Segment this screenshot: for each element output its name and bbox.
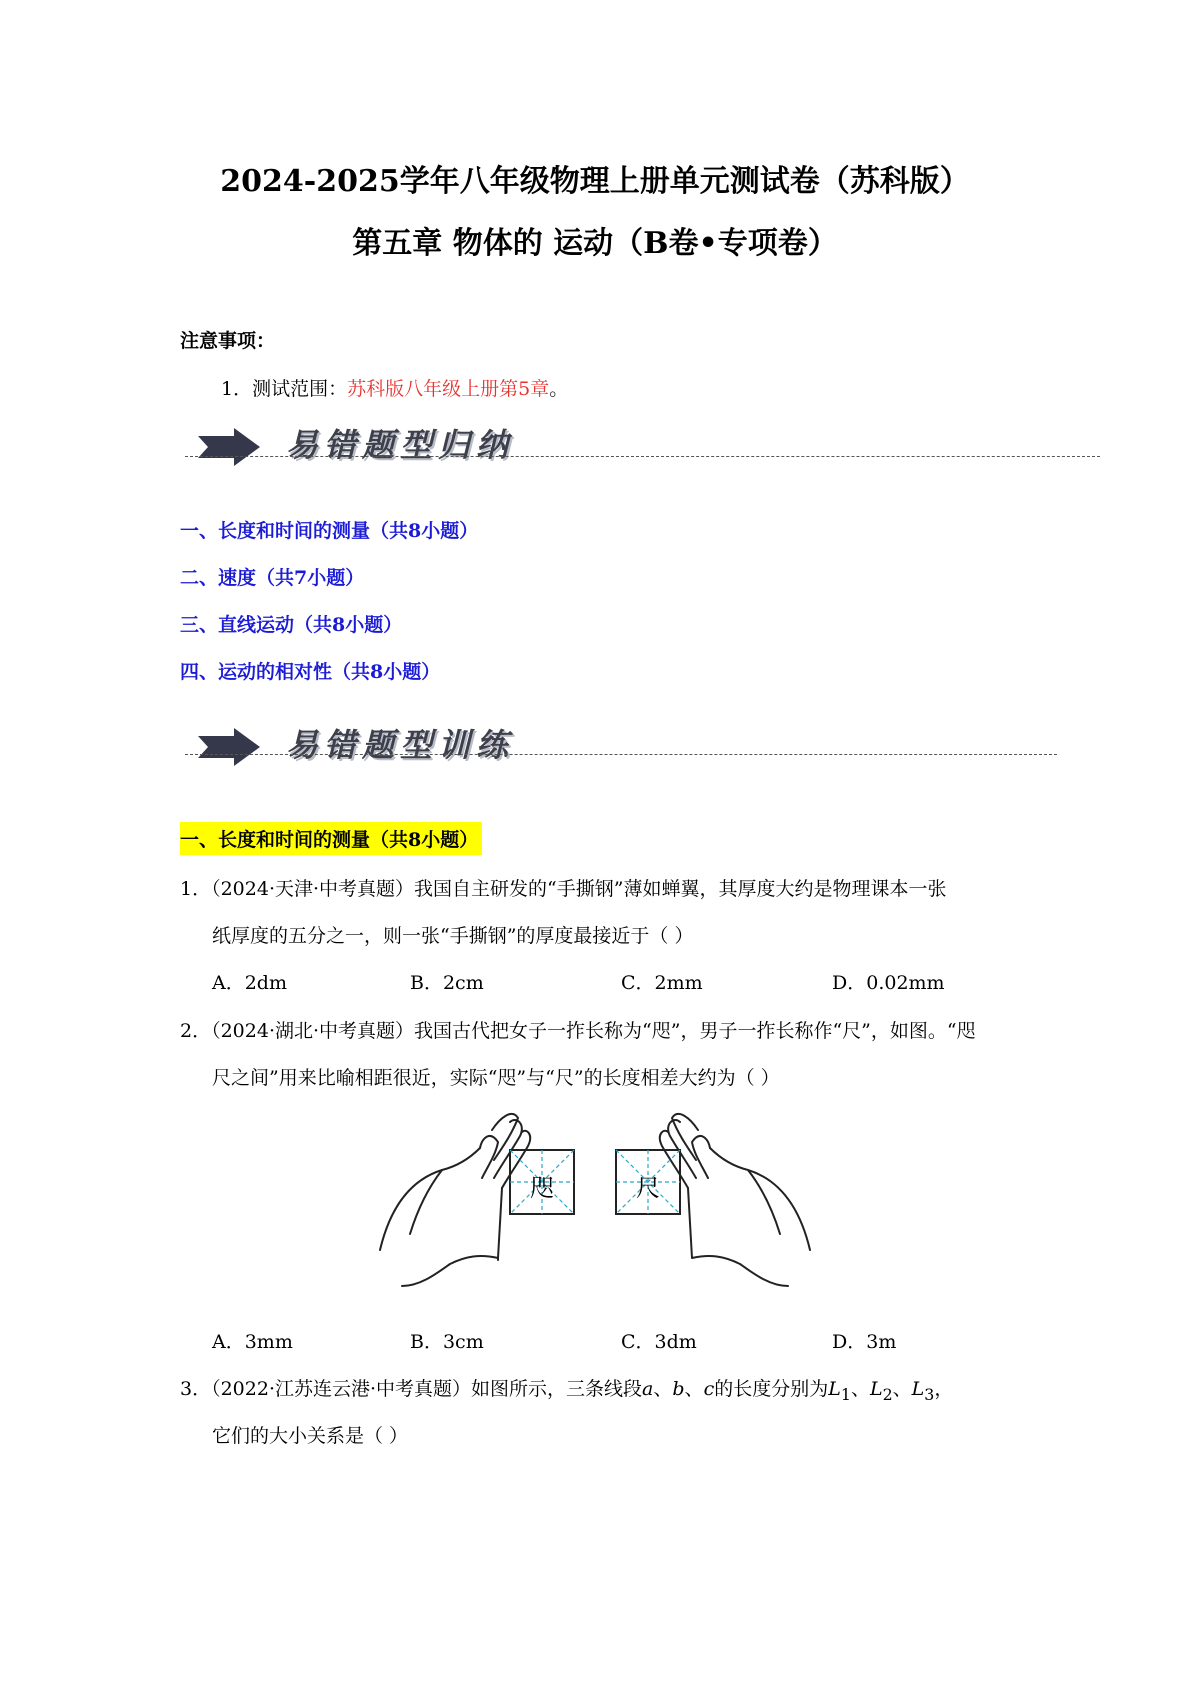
divider: [185, 754, 1057, 755]
banner-training: [198, 714, 1098, 774]
toc-item-1[interactable]: 一、长度和时间的测量（共8小题）: [180, 520, 479, 542]
title-line-1: 2024-2025学年八年级物理上册单元测试卷（苏科版）: [220, 164, 970, 199]
toc-item-2[interactable]: 二、速度（共7小题）: [180, 567, 365, 589]
q2-option-d[interactable]: D．3m: [832, 1331, 897, 1353]
notes-item-1-suffix: 。: [549, 378, 569, 400]
notes-heading: 注意事项：: [180, 330, 276, 352]
section-heading: 一、长度和时间的测量（共8小题）: [180, 822, 482, 855]
q3-sep: 、: [684, 1378, 704, 1400]
q3-sep: 、: [653, 1378, 673, 1400]
q3-l1: L: [828, 1378, 841, 1400]
question-2-line-1: 2．（2024·湖北·中考真题）我国古代把女子一拃长称为“咫”，男子一拃长称作“尺”，如图。“咫: [180, 1020, 976, 1042]
hands-figure: [370, 1108, 820, 1302]
q3-l2-sub: 2: [882, 1384, 893, 1404]
q3-prefix: 3．（2022·江苏连云港·中考真题）如图所示，三条线段: [180, 1378, 643, 1400]
notes-item-1-scope: 苏科版八年级上册第5章: [347, 378, 550, 400]
q1-option-c[interactable]: C．2mm: [621, 972, 703, 994]
hands-illustration: [370, 1108, 820, 1298]
notes-item-1-prefix: 1．测试范围：: [221, 378, 348, 400]
toc-item-4[interactable]: 四、运动的相对性（共8小题）: [180, 661, 441, 683]
toc-item-3[interactable]: 三、直线运动（共8小题）: [180, 614, 403, 636]
q3-sep: 、: [850, 1378, 870, 1400]
figure-char-left: 咫: [530, 1174, 554, 1202]
banner-summary: [198, 414, 1098, 474]
figure-char-right: 尺: [636, 1174, 660, 1202]
q3-var-a: a: [642, 1378, 654, 1400]
question-2-line-2: 尺之间”用来比喻相距很近，实际“咫”与“尺”的长度相差大约为（ ）: [212, 1067, 780, 1089]
q1-option-d[interactable]: D．0.02mm: [832, 972, 945, 994]
banner-summary-title: 易错题型归纳: [286, 426, 515, 464]
q3-var-b: b: [672, 1378, 685, 1400]
q2-option-a[interactable]: A．3mm: [212, 1331, 293, 1353]
title-line-2: 第五章 物体的 运动（B卷•专项卷）: [352, 226, 838, 261]
arrow-right-icon: [198, 728, 260, 766]
question-3-line-2: 它们的大小关系是（ ）: [212, 1425, 409, 1447]
q2-option-b[interactable]: B．3cm: [410, 1331, 484, 1353]
divider: [185, 456, 1100, 457]
arrow-right-icon: [198, 428, 260, 466]
q3-end: ，: [934, 1378, 954, 1400]
q3-l2: L: [869, 1378, 883, 1400]
q3-mid: 的长度分别为: [714, 1378, 829, 1400]
question-1-line-1: 1．（2024·天津·中考真题）我国自主研发的“手撕钢”薄如蝉翼，其厚度大约是物理课本一张: [180, 878, 947, 900]
notes-item-1: [221, 374, 568, 401]
q3-l3: L: [911, 1378, 925, 1400]
q1-option-a[interactable]: A．2dm: [212, 972, 287, 994]
q3-l1-sub: 1: [840, 1384, 851, 1404]
q3-sep: 、: [892, 1378, 912, 1400]
banner-training-title: 易错题型训练: [286, 726, 515, 764]
q2-option-c[interactable]: C．3dm: [621, 1331, 697, 1353]
q1-option-b[interactable]: B．2cm: [410, 972, 484, 994]
question-3-line-1: [180, 1374, 953, 1404]
question-1-line-2: 纸厚度的五分之一，则一张“手撕钢”的厚度最接近于（ ）: [212, 925, 694, 947]
q3-var-c: c: [703, 1378, 715, 1400]
q3-l3-sub: 3: [924, 1384, 935, 1404]
